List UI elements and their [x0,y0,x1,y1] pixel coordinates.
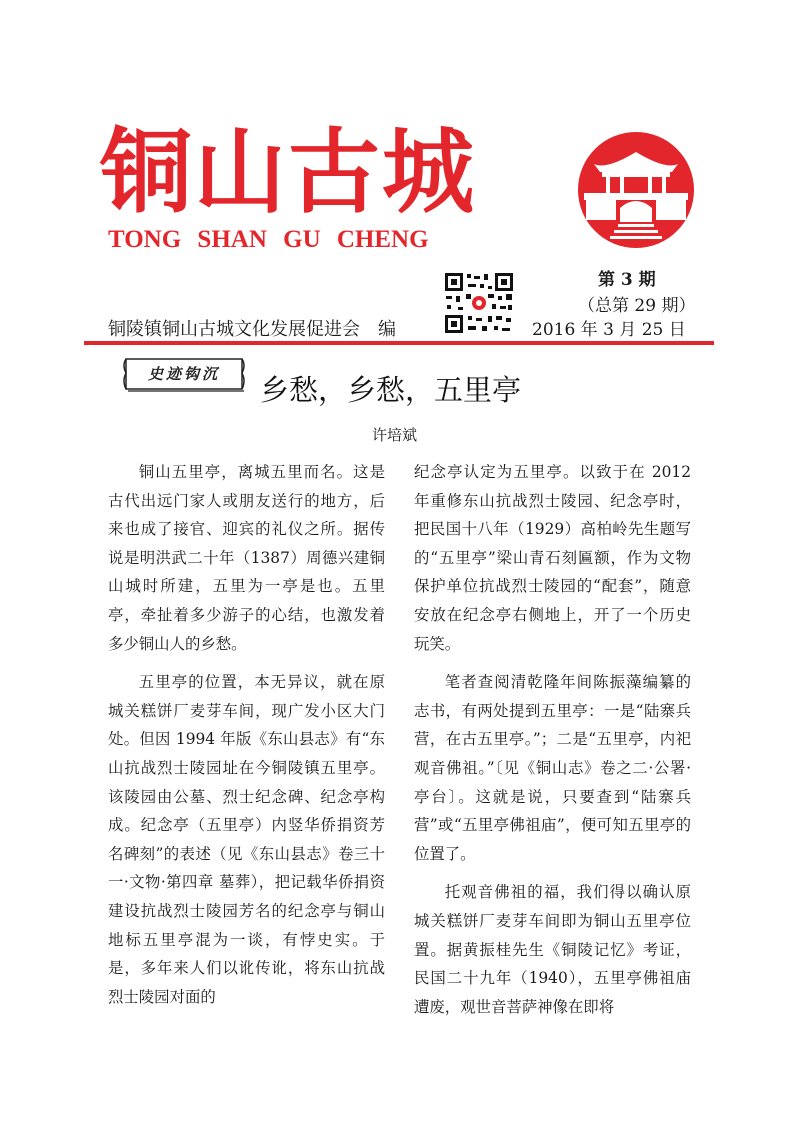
paragraph: 笔者查阅清乾隆年间陈振藻编纂的志书，有两处提到五里亭：一是“陆寨兵营，在古五里亭。”；二是“五里亭，内祀观音佛祖。”〔见《铜山志》卷之二·公署·亭台〕。这就是说，只要查到“陆寨兵营”或“五里亭佛祖庙”，便可知五里亭的位置了。 [414,673,691,863]
city-gate-logo-icon [576,130,696,250]
column-tag [122,357,246,393]
paragraph: 铜山五里亭，离城五里而名。这是古代出远门家人或朋友送行的地方，后来也成了接官、迎宾的礼仪之所。据传说是明洪武二十年（1387）周德兴建铜山城时所建，五里为一亭是也。五里亭，牵扯着多少游子的心结，也激发着多少铜山人的乡愁。 [108,463,385,653]
paragraph: 五里亭的位置，本无异议，就在原城关糕饼厂麦芽车间，现广发小区大门处。但因 1994 年版《东山县志》有“东山抗战烈士陵园址在今铜陵镇五里亭。该陵园由公墓、烈士纪念碑、纪念亭构成。纪念亭（五里亭）内竖华侨捐资芳名碑刻”的表述（见《东山县志》卷三十一·文物·第四章 墓葬），把记载华侨捐资建设抗战烈士陵园芳名的纪念亭与铜山地标五里亭混为一谈，有悖史实。于是，多年来人们以讹传讹，将东山抗战烈士陵园对面的 [108,673,385,1006]
header-divider [84,341,714,345]
column-tag-label: 史迹钩沉 [147,365,220,383]
masthead-pinyin: TONG SHAN GU CHENG [108,226,429,253]
article-column-left [108,458,385,1021]
issue-number: 第 3 期 [598,270,656,290]
paragraph: 托观音佛祖的福，我们得以确认原城关糕饼厂麦芽车间即为铜山五里亭位置。据黄振桂先生《铜陵记忆》考证，民国二十九年（1940），五里亭佛祖庙遭废，观世音菩萨神像在即将 [414,883,691,1016]
issue-total: （总第 29 期） [578,296,696,316]
article-author: 许培斌 [372,426,418,444]
article-column-right [414,458,691,1031]
article-title: 乡愁，乡愁，五里亭 [260,373,522,407]
publisher-line: 铜陵镇铜山古城文化发展促进会 编 [108,319,396,340]
paragraph-continued: 纪念亭认定为五里亭。以致于在 2012 年重修东山抗战烈士陵园、纪念亭时，把民国十八年（1929）高柏岭先生题写的“五里亭”梁山青石刻匾额，作为文物保护单位抗战烈士陵园的“配套”，随意安放在纪念亭右侧地上，开了一个历史玩笑。 [414,463,691,653]
qr-code-icon [444,272,514,334]
issue-date: 2016 年 3 月 25 日 [532,320,686,340]
masthead-title: 铜山古城 [100,119,477,226]
